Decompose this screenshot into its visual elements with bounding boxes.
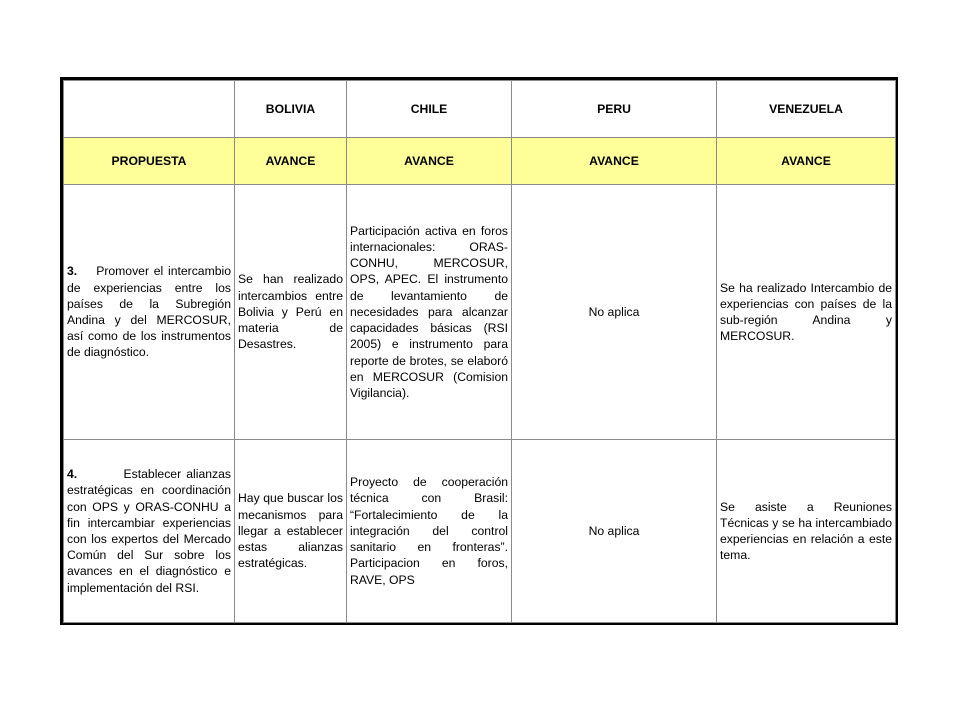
chile-cell: Participación activa en foros internacionales: ORAS-CONHU, MERCOSUR, OPS, APEC. El instrumento de levantamiento de necesidades para alcanzar capacidades básicas (RSI 2005) e instrumento para reporte de brotes, se elaboró en MERCOSUR (Comision Vigilancia). bbox=[347, 185, 512, 440]
comparison-table-frame bbox=[60, 77, 898, 625]
subheader-avance-peru: AVANCE bbox=[512, 138, 717, 185]
bolivia-cell: Hay que buscar los mecanismos para llegar a establecer estas alianzas estratégicas. bbox=[235, 440, 347, 623]
comparison-table bbox=[63, 80, 896, 623]
chile-cell: Proyecto de cooperación técnica con Brasil: “Fortalecimiento de la integración del control sanitario en fronteras”. Participacion en foros, RAVE, OPS bbox=[347, 440, 512, 623]
propuesta-cell bbox=[64, 440, 235, 623]
venezuela-cell: Se ha realizado Intercambio de experiencias con países de la sub-región Andina y MERCOSUR. bbox=[717, 185, 896, 440]
item-number: 4. bbox=[67, 467, 78, 482]
table-row bbox=[64, 440, 896, 623]
propuesta-cell bbox=[64, 185, 235, 440]
venezuela-cell: Se asiste a Reuniones Técnicas y se ha intercambiado experiencias en relación a este tema. bbox=[717, 440, 896, 623]
country-header-row bbox=[64, 81, 896, 138]
peru-cell: No aplica bbox=[512, 440, 717, 623]
subheader-row bbox=[64, 138, 896, 185]
subheader-propuesta: PROPUESTA bbox=[64, 138, 235, 185]
header-peru: PERU bbox=[512, 81, 717, 138]
header-venezuela: VENEZUELA bbox=[717, 81, 896, 138]
subheader-avance-chile: AVANCE bbox=[347, 138, 512, 185]
empty-header-cell bbox=[64, 81, 235, 138]
propuesta-text: Promover el intercambio de experiencias entre los países de la Subregión Andina y del MERCOSUR, así como de los instrumentos de diagnóstico. bbox=[67, 264, 231, 360]
subheader-avance-venezuela: AVANCE bbox=[717, 138, 896, 185]
item-number: 3. bbox=[67, 264, 78, 279]
propuesta-text: Establecer alianzas estratégicas en coordinación con OPS y ORAS-CONHU a fin intercambiar experiencias con los expertos del Mercado Común del Sur sobre los avances en el diagnóstico e implementación del RSI. bbox=[67, 467, 231, 595]
subheader-avance-bolivia: AVANCE bbox=[235, 138, 347, 185]
bolivia-cell: Se han realizado intercambios entre Bolivia y Perú en materia de Desastres. bbox=[235, 185, 347, 440]
header-bolivia: BOLIVIA bbox=[235, 81, 347, 138]
peru-cell: No aplica bbox=[512, 185, 717, 440]
header-chile: CHILE bbox=[347, 81, 512, 138]
table-row bbox=[64, 185, 896, 440]
